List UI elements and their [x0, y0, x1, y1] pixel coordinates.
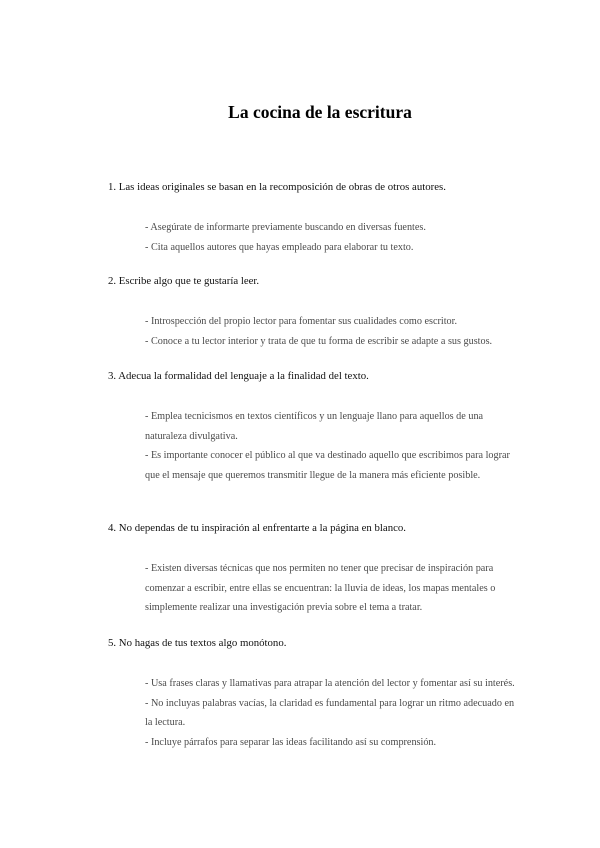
bullet-list [108, 312, 548, 351]
section-4 [108, 521, 548, 618]
section-5 [108, 636, 548, 752]
bullet-item: - Conoce a tu lector interior y trata de que tu forma de escribir se adapte a sus gustos. [145, 335, 493, 347]
section-heading: 4. No dependas de tu inspiración al enfrentarte a la página en blanco. [108, 522, 406, 534]
section-heading: 3. Adecua la formalidad del lenguaje a la finalidad del texto. [108, 370, 369, 382]
section-2 [108, 274, 548, 351]
bullet-item: - Asegúrate de informarte previamente buscando en diversas fuentes. [145, 222, 426, 233]
section-heading: 1. Las ideas originales se basan en la recomposición de obras de otros autores. [108, 181, 446, 193]
bullet-list [108, 674, 548, 752]
bullet-item: - Emplea tecnicismos en textos científicos y un lenguaje llano para aquellos de una naturaleza divulgativa. [145, 411, 484, 442]
bullet-item: - Cita aquellos autores que hayas empleado para elaborar tu texto. [145, 241, 414, 253]
section-heading: 5. No hagas de tus textos algo monótono. [108, 637, 287, 649]
bullet-list [108, 218, 548, 257]
section-heading: 2. Escribe algo que te gustaría leer. [108, 275, 260, 287]
section-1 [108, 180, 548, 257]
bullet-item: - Introspección del propio lector para fomentar sus cualidades como escritor. [145, 316, 458, 327]
bullet-item: - No incluyas palabras vacías, la claridad es fundamental para lograr un ritmo adecuado en la lectura. [145, 697, 515, 728]
bullet-item: - Usa frases claras y llamativas para atrapar la atención del lector y fomentar así su interés. [145, 678, 515, 689]
bullet-list [108, 559, 548, 618]
bullet-list [108, 407, 548, 485]
bullet-item: - Es importante conocer el público al que va destinado aquello que escribimos para lograr que el mensaje que queremos transmitir llegue de la manera más eficiente posible. [145, 450, 510, 481]
bullet-item: - Existen diversas técnicas que nos permiten no tener que precisar de inspiración para comenzar a escribir, entre ellas se encuentran: la lluvia de ideas, los mapas mentales o simplemente realizar una investigación previa sobre el tema a tratar. [145, 563, 496, 613]
section-3 [108, 369, 548, 485]
page-title: La cocina de la escritura [228, 102, 412, 122]
bullet-item: - Incluye párrafos para separar las ideas facilitando así su comprensión. [145, 736, 437, 748]
